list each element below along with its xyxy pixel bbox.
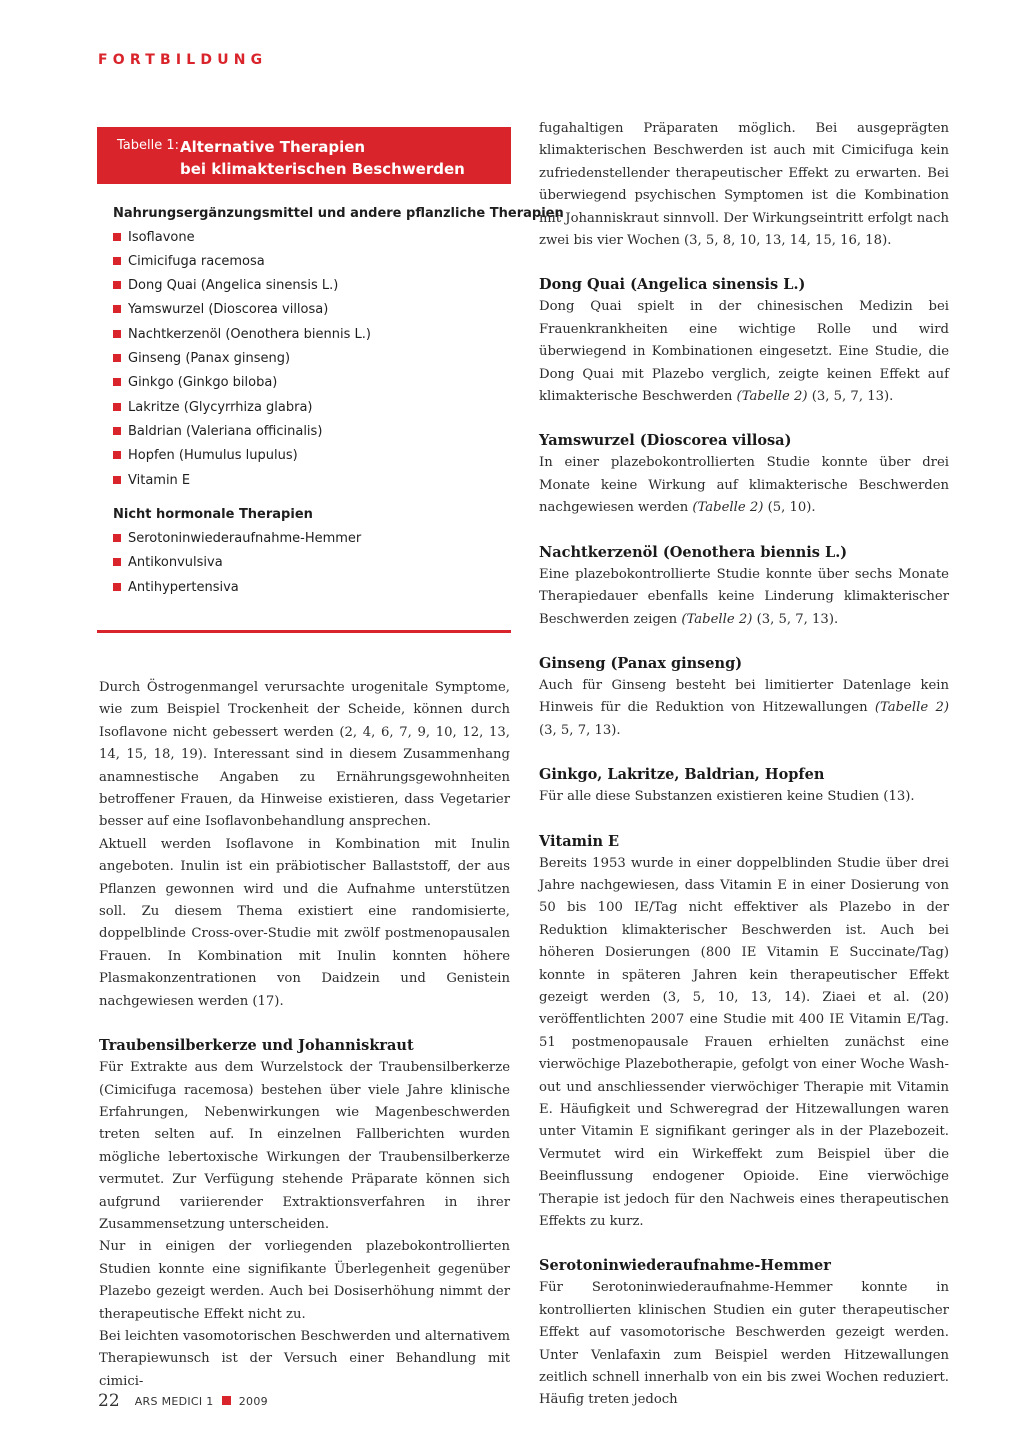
list-item: Ginseng (Panax ginseng)	[113, 351, 290, 366]
list-item: Vitamin E	[113, 473, 190, 488]
paragraph: Bei leichten vasomotorischen Beschwerden und alternativem Therapiewunsch ist der Versuch einer Behandlung mit cimici-	[99, 1328, 510, 1389]
paragraph: Auch für Ginseng besteht bei limitierter Datenlage kein Hinweis für die Reduktion von Hitzewallungen (Tabelle 2) (3, 5, 7, 13).	[539, 677, 949, 738]
bullet-square-icon	[113, 233, 121, 241]
bullet-square-icon	[113, 305, 121, 313]
bullet-square-icon	[113, 354, 121, 362]
section-heading: Yamswurzel (Dioscorea villosa)	[539, 432, 792, 450]
table-reference: (Tabelle 2)	[692, 500, 764, 516]
list-item: Antihypertensiva	[113, 580, 239, 595]
section-heading: Nachtkerzenöl (Oenothera biennis L.)	[539, 543, 848, 561]
list-item: Baldrian (Valeriana officinalis)	[113, 424, 322, 439]
paragraph: Für alle diese Substanzen existieren keine Studien (13).	[539, 789, 915, 805]
bullet-square-icon	[113, 583, 121, 591]
bullet-square-icon	[113, 558, 121, 566]
list-item: Lakritze (Glycyrrhiza glabra)	[113, 400, 313, 415]
magazine-name: ARS MEDICI 1	[134, 1395, 214, 1408]
table-header	[97, 127, 511, 184]
list-item: Antikonvulsiva	[113, 555, 223, 570]
table-title-line1: Alternative Therapien	[180, 138, 366, 156]
table-section-heading: Nicht hormonale Therapien	[113, 507, 313, 522]
section-heading: Serotoninwiederaufnahme-Hemmer	[539, 1257, 831, 1275]
table-title-line2: bei klimakterischen Beschwerden	[180, 160, 465, 178]
bullet-square-icon	[113, 403, 121, 411]
paragraph: Nur in einigen der vorliegenden plazebokontrollierten Studien konnte eine signifikante Überlegenheit gegenüber Plazebo gezeigt werden. Auch bei Dosiserhöhung nimmt der therapeutische Effekt nicht zu.	[99, 1239, 510, 1322]
table-label: Tabelle 1:	[117, 138, 180, 153]
section-kicker: FORTBILDUNG	[98, 52, 268, 68]
paragraph: Für Serotoninwiederaufnahme-Hemmer konnte in kontrollierten klinischen Studien ein guter therapeutischer Effekt auf vasomotorische Beschwerden gezeigt werden. Unter Venlafaxin zum Beispiel werden Hitzewallungen zeitlich schnell innerhalb von ein bis zwei Wochen reduziert. Häufig treten jedoch	[539, 1280, 949, 1408]
bullet-square-icon	[113, 330, 121, 338]
paragraph: In einer plazebokontrollierten Studie konnte über drei Monate keine Wirkung auf klimakterische Beschwerden nachgewiesen werden (Tabelle 2) (5, 10).	[539, 455, 949, 516]
bullet-square-icon	[113, 378, 121, 386]
paragraph: fugahaltigen Präparaten möglich. Bei ausgeprägten klimakterischen Beschwerden ist auch mit Cimicifuga kein zufriedenstellender therapeutischer Effekt zu erwarten. Bei überwiegend psychischen Symptomen ist die Kombination mit Johanniskraut sinnvoll. Der Wirkungseintritt erfolgt nach zwei bis vier Wochen (3, 5, 8, 10, 13, 14, 15, 16, 18).	[539, 121, 949, 249]
list-item: Dong Quai (Angelica sinensis L.)	[113, 278, 338, 293]
paragraph: Eine plazebokontrollierte Studie konnte über sechs Monate Therapiedauer ebenfalls keine Linderung klimakterischer Beschwerden zeigen (Tabelle 2) (3, 5, 7, 13).	[539, 566, 949, 627]
bullet-square-icon	[113, 534, 121, 542]
issue-year: 2009	[238, 1395, 268, 1408]
square-icon	[222, 1396, 231, 1405]
table-title	[180, 136, 465, 180]
bullet-square-icon	[113, 476, 121, 484]
paragraph: Aktuell werden Isoflavone in Kombination mit Inulin angeboten. Inulin ist ein präbiotischer Ballaststoff, der aus Pflanzen gewonnen wird und die Aufnahme unterstützen soll. Zu diesem Thema existiert eine randomisierte, doppelblinde Cross-over-Studie mit zwölf postmenopausalen Frauen. In Kombination mit Inulin konnten höhere Plasmakonzentrationen von Daidzein und Genistein nachgewiesen werden (17).	[99, 836, 510, 1009]
table-reference: (Tabelle 2)	[874, 700, 949, 716]
section-heading: Vitamin E	[539, 832, 620, 850]
list-item: Nachtkerzenöl (Oenothera biennis L.)	[113, 327, 371, 342]
list-item: Cimicifuga racemosa	[113, 254, 265, 269]
table-reference: (Tabelle 2)	[681, 611, 753, 627]
right-column	[539, 118, 949, 1412]
left-column	[99, 677, 510, 1393]
section-heading: Ginkgo, Lakritze, Baldrian, Hopfen	[539, 766, 825, 784]
list-item: Hopfen (Humulus lupulus)	[113, 448, 298, 463]
bullet-square-icon	[113, 257, 121, 265]
table-section-heading: Nahrungsergänzungsmittel und andere pflanzliche Therapien	[113, 206, 564, 221]
section-heading: Ginseng (Panax ginseng)	[539, 654, 743, 672]
table-reference: (Tabelle 2)	[736, 389, 808, 405]
paragraph: Bereits 1953 wurde in einer doppelblinden Studie über drei Jahre nachgewiesen, dass Vitamin E in einer Dosierung von 50 bis 100 IE/Tag nicht effektiver als Plazebo in der Reduktion klimakterischer Beschwerden ist. Auch bei höheren Dosierungen (800 IE Vitamin E Succinate/Tag) konnte in späteren Jahren kein therapeutischer Effekt gezeigt werden (3, 5, 10, 13, 14). Ziaei et al. (20) veröffentlichten 2007 eine Studie mit 400 IE Vitamin E/Tag. 51 postmenopausale Frauen erhielten zunächst eine vierwöchige Plazebotherapie, gefolgt von einer Woche Wash-out und anschliessender vierwöchiger Therapie mit Vitamin E. Häufigkeit und Schweregrad der Hitzewallungen waren unter Vitamin E signifikant geringer als in der Plazebozeit. Vermutet wird ein Wirkeffekt zum Beispiel über die Beeinflussung endogener Opioide. Eine vierwöchige Therapie ist jedoch für den Nachweis eines therapeutischen Effekts zu kurz.	[539, 855, 949, 1230]
page-number: 22	[98, 1391, 120, 1411]
bullet-square-icon	[113, 281, 121, 289]
paragraph: Durch Östrogenmangel verursachte urogenitale Symptome, wie zum Beispiel Trockenheit der Scheide, können durch Isoflavone nicht gebessert werden (2, 4, 6, 7, 9, 10, 12, 13, 14, 15, 18, 19). Interessant sind in diesem Zusammenhang anamnestische Angaben zu Ernährungsgewohnheiten betroffener Frauen, da Hinweise existieren, dass Vegetarier besser auf eine Isoflavonbehandlung ansprechen.	[99, 680, 510, 830]
table-bottom-rule	[97, 630, 511, 633]
section-heading: Dong Quai (Angelica sinensis L.)	[539, 276, 806, 294]
list-item: Isoflavone	[113, 230, 195, 245]
list-item: Yamswurzel (Dioscorea villosa)	[113, 302, 328, 317]
page-footer	[98, 1390, 268, 1411]
bullet-square-icon	[113, 427, 121, 435]
paragraph: Für Extrakte aus dem Wurzelstock der Traubensilberkerze (Cimicifuga racemosa) bestehen über viele Jahre klinische Erfahrungen, Nebenwirkungen wie Magenbeschwerden treten selten auf. In einzelnen Fallberichten wurden mögliche lebertoxische Wirkungen der Traubensilberkerze vermutet. Zur Verfügung stehende Präparate können sich aufgrund variierender Extraktionsverfahren in ihrer Zusammensetzung unterscheiden.	[99, 1060, 510, 1232]
section-heading: Traubensilberkerze und Johanniskraut	[99, 1037, 414, 1055]
paragraph: Dong Quai spielt in der chinesischen Medizin bei Frauenkrankheiten eine wichtige Rolle und wird überwiegend in Kombinationen eingesetzt. Eine Studie, die Dong Quai mit Plazebo verglich, zeigte keinen Effekt auf klimakterische Beschwerden (Tabelle 2) (3, 5, 7, 13).	[539, 299, 949, 405]
list-item: Ginkgo (Ginkgo biloba)	[113, 375, 277, 390]
bullet-square-icon	[113, 451, 121, 459]
list-item: Serotoninwiederaufnahme-Hemmer	[113, 531, 361, 546]
